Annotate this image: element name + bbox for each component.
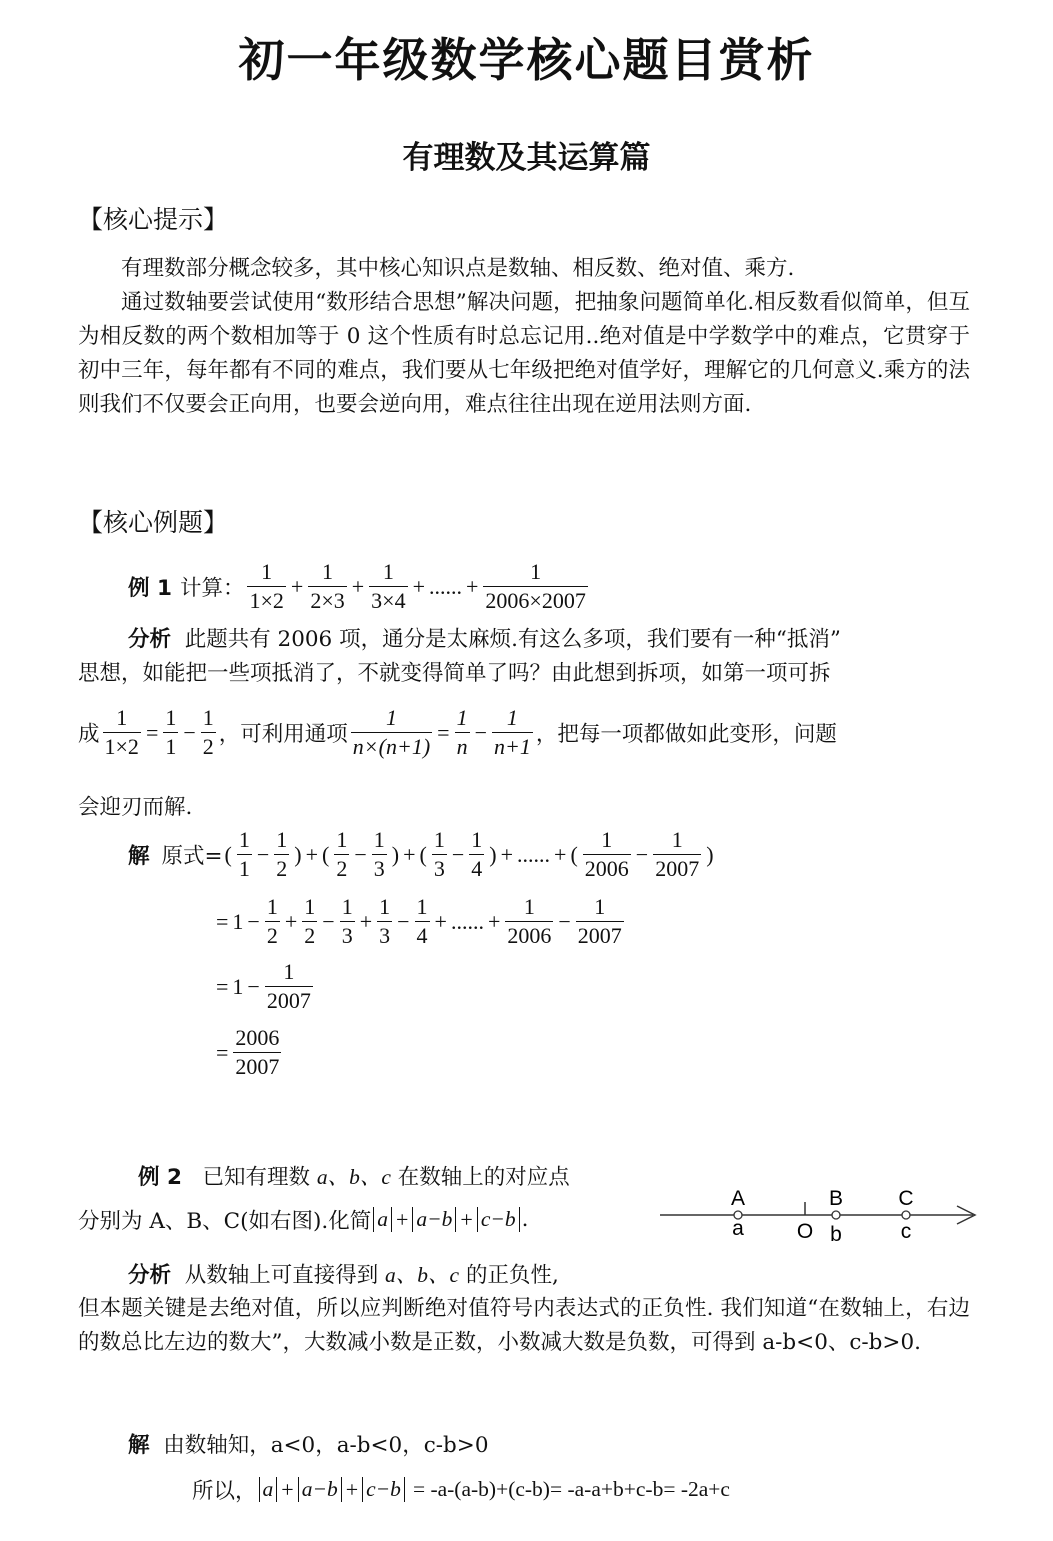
- example2-analysis-body: 但本题关键是去绝对值，所以应判断绝对值符号内表达式的正负性. 我们知道“在数轴上，右边的数总比左边的数大”，大数减小数是正数，小数减大数是负数，可得到 a-b<0、c-b>0.: [78, 1296, 970, 1355]
- example1-solution-row2: = 1 − $\frac{1}{2}$ + $\frac{1}{2}$ − $\frac{1}{3}$ + $\frac{1}{3}$ − $\frac{1}{4}$ + ...... + $\frac{1}{2006}$ − $\frac{1}{2007}$: [216, 894, 622, 948]
- fraction: $\frac{1}{3\times 4}$: [371, 559, 406, 613]
- tips-paragraph-1: 有理数部分概念较多，其中核心知识点是数轴、相反数、绝对值、乘方.: [121, 256, 795, 281]
- example1-prompt: 计算：: [179, 576, 245, 601]
- point-label-A: A: [730, 1187, 746, 1210]
- example1-solution-row3: = 1 − $\frac{1}{2007}$: [216, 959, 311, 1013]
- point-label-C: C: [898, 1187, 914, 1210]
- example1-analysis-line3: 成 $\frac{1}{1\times 2}$ = $\frac{1}{1}$ − $\frac{1}{2}$ ，可利用通项 $\frac{1}{n\times(n+1)}$ = $\frac{1}{n}$ − $\frac{1}{n+1}$ ，把每一项都做如此变形，问题: [78, 705, 837, 759]
- fraction: $\frac{1}{2\times 3}$: [310, 559, 345, 613]
- example2-line1: 例 2 已知有理数 a、b、c 在数轴上的对应点: [138, 1165, 570, 1190]
- example1-problem: 例 1 计算： $\frac{1}{1\times 2}$ + $\frac{1}{2\times 3}$ + $\frac{1}{3\times 4}$ + ...... + $\frac{1}{2006\times 2007}$: [128, 559, 586, 613]
- example1-solution-result: = $\frac{2006}{2007}$: [216, 1025, 280, 1079]
- example2-analysis-line1: 分析 从数轴上可直接得到 a、b、c 的正负性,: [128, 1263, 559, 1288]
- section-header-tips: 【核心提示】: [78, 205, 229, 234]
- section-header-examples: 【核心例题】: [78, 508, 229, 537]
- point-b-dot: [832, 1211, 840, 1219]
- example1-solution-row1: 解 原式= ( $\frac{1}{1}$ − $\frac{1}{2}$ ) + ( $\frac{1}{2}$ − $\frac{1}{3}$ ) + ( $\frac{1}{3}$ − $\frac{1}{4}$ ) + ...... + ( $\frac{1}{2006}$ − $\frac{1}{2007}$ ): [128, 827, 714, 881]
- page-title: 初一年级数学核心题目赏析: [238, 33, 815, 87]
- point-c-dot: [902, 1211, 910, 1219]
- example2-solution: 解 由数轴知，a<0，a-b<0，c-b>0: [128, 1433, 489, 1458]
- point-label-c: c: [900, 1220, 912, 1243]
- example1-analysis-line2: 思想，如能把一些项抵消了，不就变得简单了吗？由此想到拆项，如第一项可拆: [78, 661, 831, 686]
- point-label-a: a: [732, 1217, 744, 1240]
- example1-analysis-line1: 分析 此题共有 2006 项，通分是太麻烦.有这么多项，我们要有一种“抵消”: [128, 627, 841, 652]
- fraction: $\frac{1}{2006\times 2007}$: [485, 559, 586, 613]
- point-label-B: B: [828, 1187, 844, 1210]
- example2-final: 所以， a + a−b + c−b = -a-(a-b)+(c-b)= -a-a+b+c-b= -2a+c: [192, 1476, 730, 1504]
- tips-paragraph-2: 通过数轴要尝试使用“数形结合思想”解决问题，把抽象问题简单化.相反数看似简单，但互为相反数的两个数相加等于 0 这个性质有时总忘记用..绝对值是中学数学中的难点，它贯穿于初中三年，每年都有不同的难点，我们要从七年级把绝对值学好，理解它的几何意义.乘方的法则我们不仅要会正向用，也要会逆向用，难点往往出现在逆用法则方面.: [78, 290, 970, 417]
- fraction: $\frac{1}{1\times 2}$: [249, 559, 284, 613]
- example1-analysis-end: 会迎刃而解.: [78, 795, 193, 820]
- page-subtitle: 有理数及其运算篇: [402, 140, 651, 176]
- number-line-figure: [655, 1180, 985, 1250]
- origin-label: O: [796, 1220, 814, 1243]
- point-label-b: b: [830, 1223, 842, 1246]
- example2-line2: 分别为 A、B、C(如右图).化简 a + a−b + c−b .: [78, 1206, 529, 1234]
- example1-label: 例 1: [128, 576, 172, 601]
